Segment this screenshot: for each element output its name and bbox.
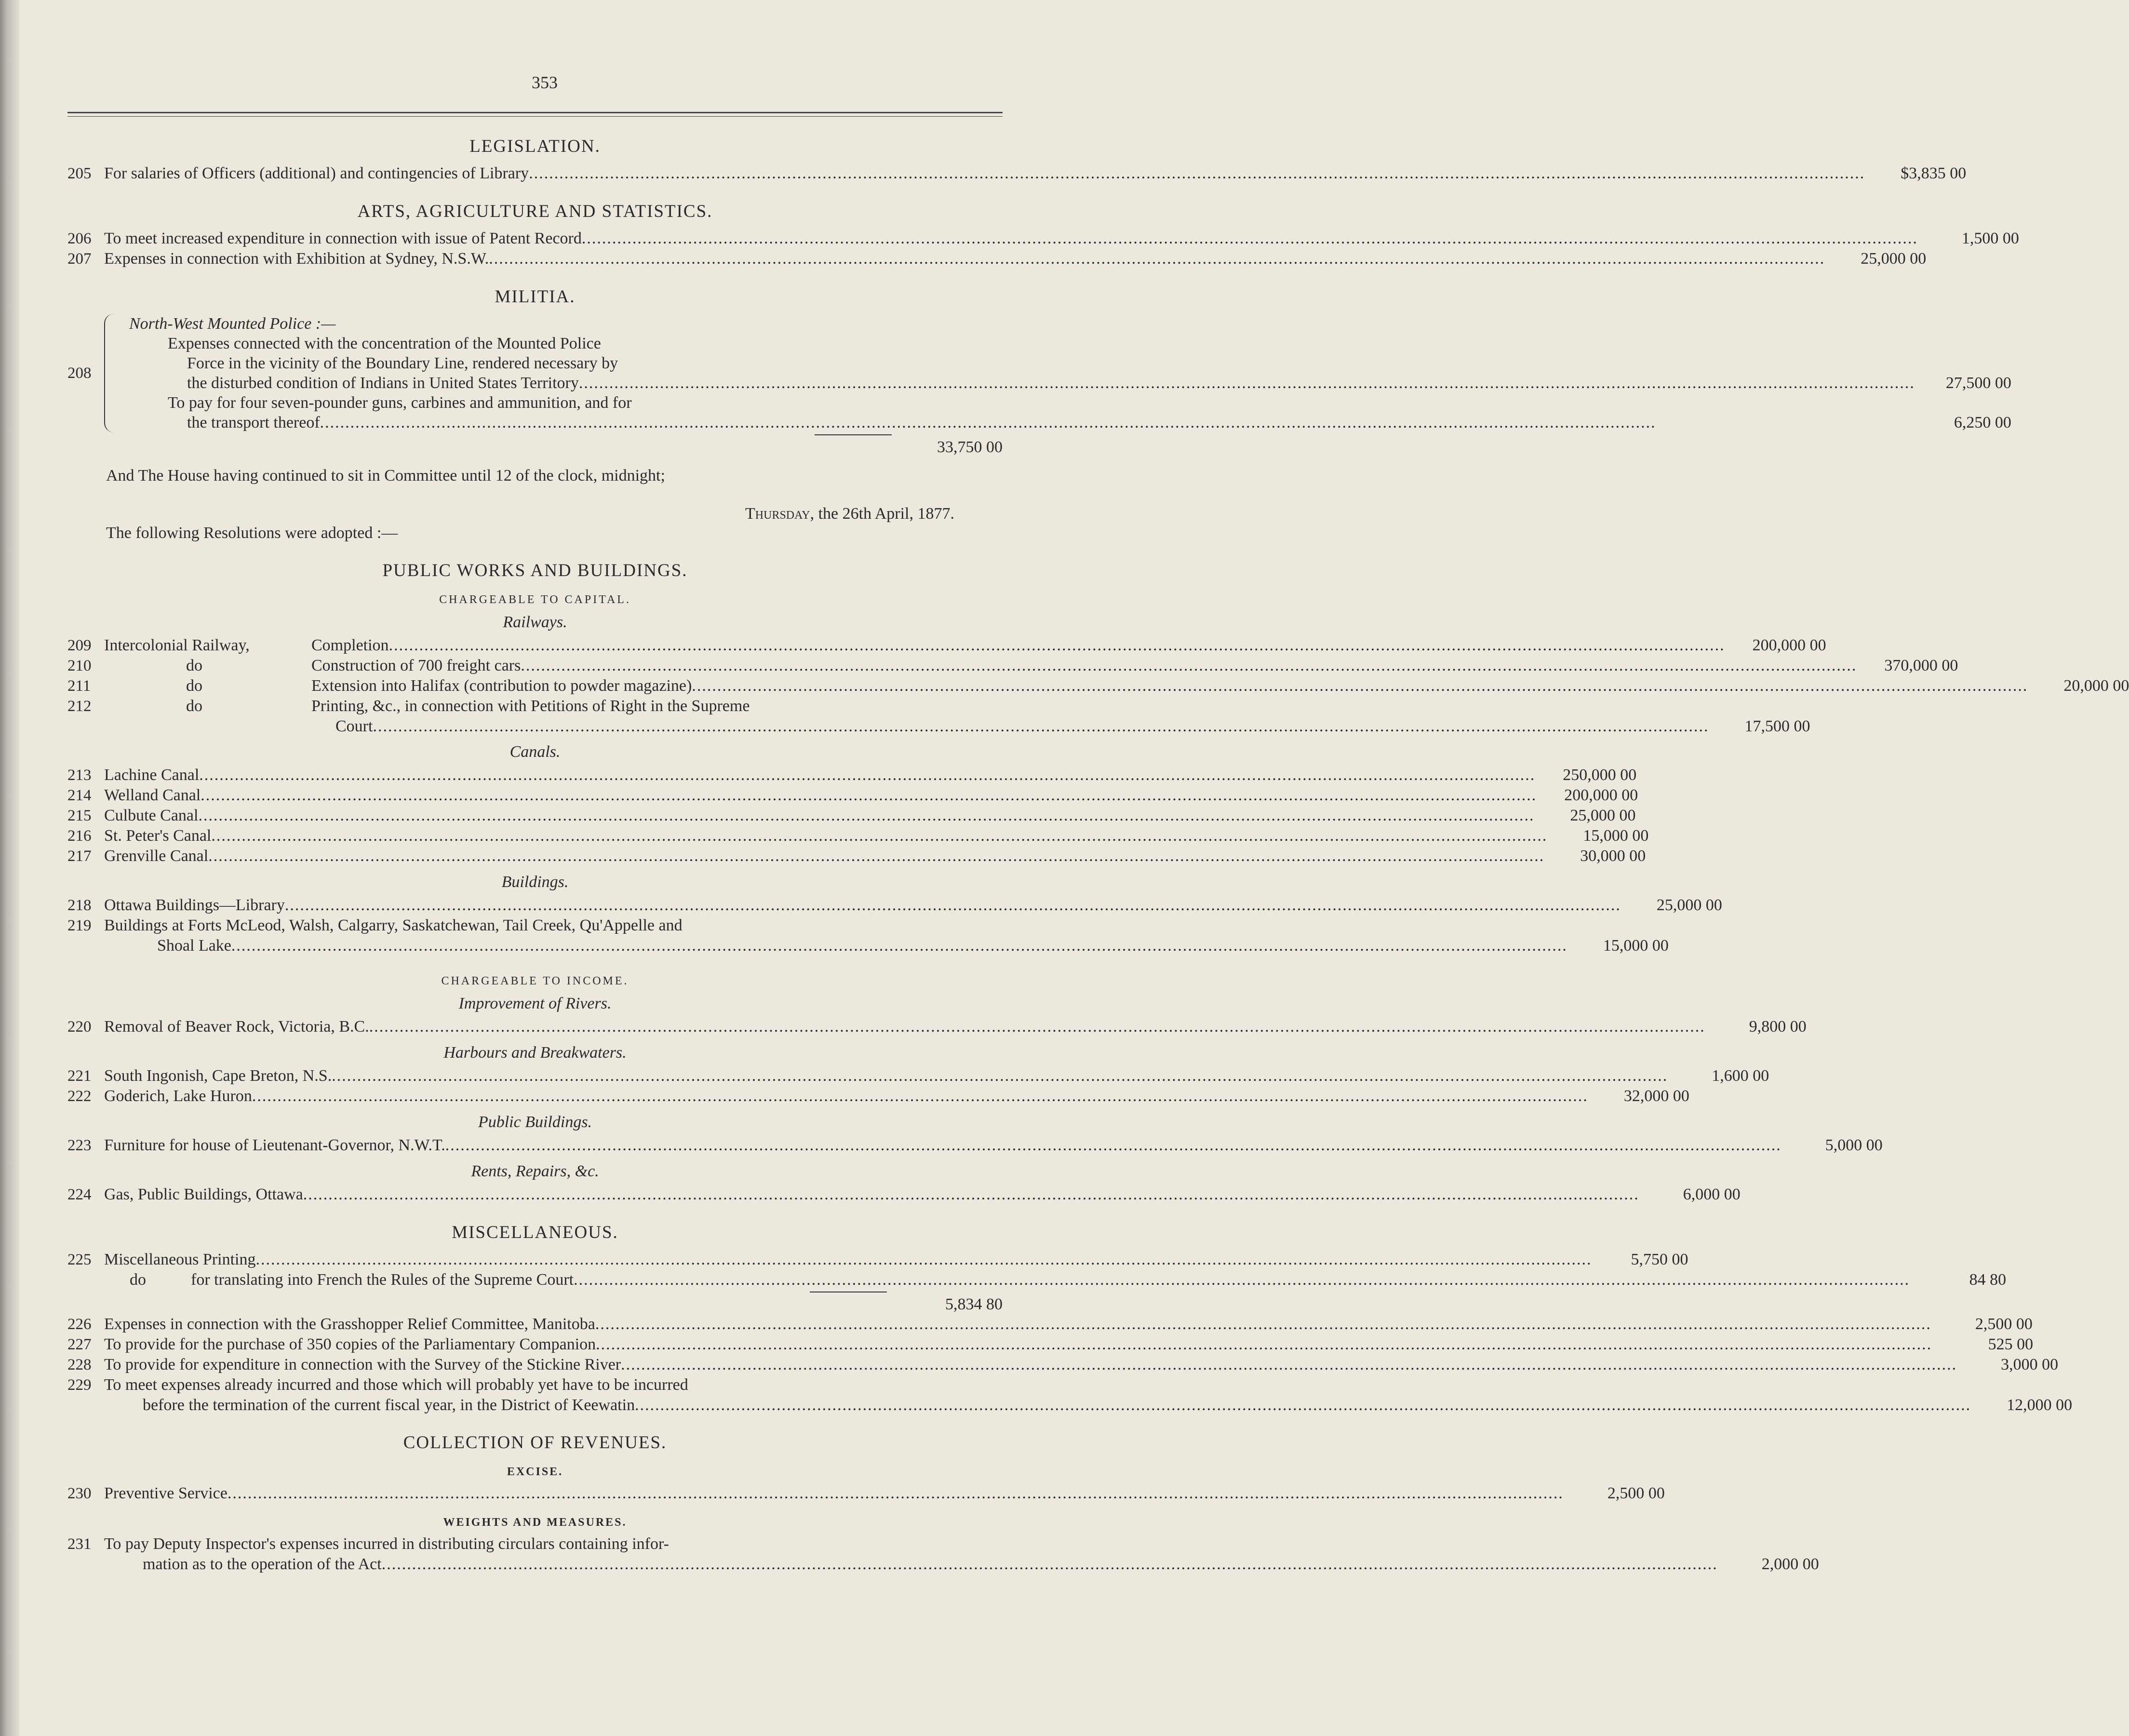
ditto: do: [130, 1271, 146, 1289]
item-number: 228: [67, 1356, 92, 1373]
list-item: [67, 915, 1003, 936]
list-item: [67, 1483, 1665, 1504]
militia-line: the disturbed condition of Indians in United States Territory: [187, 374, 579, 392]
item-number: 216: [67, 827, 92, 845]
item-number: 208: [67, 364, 92, 382]
item-text: Printing, &c., in connection with Petitions of Right in the Supreme: [311, 697, 750, 715]
item-number: 225: [67, 1251, 92, 1268]
item-amount: 15,000 00: [1583, 827, 1649, 845]
item-number: 219: [67, 917, 92, 934]
list-item: [67, 1355, 2059, 1375]
item-amount: 1,500 00: [1961, 229, 2019, 247]
rents-subheading: Rents, Repairs, &c.: [471, 1162, 599, 1180]
sum-rule: [67, 434, 1003, 435]
table-row: [67, 656, 1958, 676]
item-text: South Ingonish, Cape Breton, N.S.: [104, 1067, 332, 1085]
section-legislation-title: LEGISLATION.: [469, 136, 601, 156]
printing-total: 5,834 80: [945, 1295, 1003, 1313]
item-text: Construction of 700 freight cars: [311, 657, 521, 674]
item-amount: 200,000 00: [1752, 636, 1826, 654]
item-amount: 32,000 00: [1623, 1087, 1689, 1105]
item-text: For salaries of Officers (additional) and contingencies of Library: [104, 164, 529, 182]
section-arts-title: ARTS, AGRICULTURE AND STATISTICS.: [357, 202, 713, 221]
item-text: before the termination of the current fiscal year, in the District of Keewatin: [143, 1396, 635, 1414]
table-row: [67, 635, 1826, 656]
item-number: 218: [67, 897, 92, 914]
rivers-subheading: Improvement of Rivers.: [458, 995, 612, 1012]
item-text: Extension into Halifax (contribution to powder magazine): [311, 677, 692, 695]
item-subtotal: 5,750 00: [1631, 1251, 1688, 1268]
list-item: [67, 1334, 2034, 1355]
item-text: To meet increased expenditure in connection with issue of Patent Record: [104, 229, 582, 247]
weights-subheading: WEIGHTS AND MEASURES.: [443, 1516, 627, 1529]
item-amount: 2,500 00: [1607, 1484, 1665, 1502]
militia-item: [67, 314, 2011, 432]
item-text: Grenville Canal: [104, 847, 209, 865]
railways-subheading: Railways.: [503, 613, 567, 631]
item-text: Expenses in connection with Exhibition at Sydney, N.S.W.: [104, 250, 489, 268]
table-row: [67, 696, 1003, 716]
item-amount: 25,000 00: [1570, 807, 1636, 824]
item-subtotal: 84 80: [1969, 1271, 2007, 1289]
item-text: Shoal Lake: [157, 937, 231, 955]
item-number: 231: [67, 1535, 92, 1553]
list-item: [67, 785, 1638, 806]
list-item: [67, 1270, 2007, 1290]
railway-name: do: [186, 677, 202, 695]
list-item-continued: [67, 1395, 2073, 1415]
item-number: 212: [67, 698, 92, 715]
item-text: Goderich, Lake Huron: [104, 1087, 252, 1105]
harbours-subheading: Harbours and Breakwaters.: [443, 1044, 627, 1062]
list-item: [67, 1017, 1807, 1037]
militia-line: To pay for four seven-pounder guns, carbines and ammunition, and for: [168, 394, 632, 412]
item-text: Ottawa Buildings—Library: [104, 896, 285, 914]
list-item: [67, 229, 2019, 249]
list-item: [67, 846, 1646, 866]
item-amount: 6,000 00: [1683, 1185, 1741, 1203]
table-row-continued: [67, 716, 1810, 736]
item-number: 205: [67, 165, 92, 182]
list-item: [67, 1135, 1883, 1156]
date-line: [67, 505, 954, 523]
item-amount: 9,800 00: [1749, 1018, 1807, 1036]
militia-lead: North-West Mounted Police :—: [129, 315, 336, 333]
list-item: [67, 1250, 1688, 1270]
item-text: To meet expenses already incurred and those which will probably yet have to be incurred: [104, 1376, 688, 1394]
item-number: 221: [67, 1067, 92, 1085]
income-subheading: CHARGEABLE TO INCOME.: [441, 975, 629, 987]
item-number: 220: [67, 1018, 92, 1036]
railway-name: Intercolonial Railway,: [104, 636, 250, 654]
canals-subheading: Canals.: [509, 743, 561, 761]
printing-total-row: [67, 1294, 1003, 1314]
capital-subheading: CHARGEABLE TO CAPITAL.: [439, 593, 631, 606]
list-item: [67, 765, 1637, 785]
item-amount: 525 00: [1988, 1335, 2034, 1353]
item-amount: 250,000 00: [1563, 766, 1637, 784]
brace: [104, 314, 124, 432]
committee-note: And The House having continued to sit in Committee until 12 of the clock, midnight;: [106, 467, 665, 484]
section-militia-title: MILITIA.: [495, 287, 576, 307]
item-amount: 17,500 00: [1744, 717, 1810, 735]
list-item: [67, 1184, 1741, 1205]
date-day: Thursday,: [745, 505, 815, 523]
list-item-continued: [67, 1554, 1819, 1574]
resolutions-note: The following Resolutions were adopted :—: [106, 524, 398, 542]
item-text: Lachine Canal: [104, 766, 200, 784]
list-item: [67, 1086, 1689, 1106]
militia-subtotal: 27,500 00: [1945, 374, 2011, 392]
item-number: 214: [67, 787, 92, 804]
item-amount: $3,835 00: [1901, 164, 1967, 182]
list-item: [67, 1314, 2033, 1334]
date-rest: the 26th April, 1877.: [818, 505, 954, 523]
buildings-subheading: Buildings.: [501, 873, 569, 891]
item-number: 223: [67, 1137, 92, 1154]
item-number: 227: [67, 1336, 92, 1353]
militia-total-row: [67, 437, 1003, 457]
item-number: 226: [67, 1316, 92, 1333]
item-amount: 200,000 00: [1564, 786, 1638, 804]
item-text: for translating into French the Rules of the Supreme Court: [191, 1271, 574, 1289]
militia-line: Force in the vicinity of the Boundary Line, rendered necessary by: [187, 354, 618, 372]
section-revenues-title: COLLECTION OF REVENUES.: [403, 1433, 667, 1453]
item-number: 217: [67, 848, 92, 865]
item-text: Court: [335, 717, 373, 735]
item-amount: 30,000 00: [1580, 847, 1646, 865]
militia-subtotal: 6,250 00: [1954, 414, 2011, 431]
item-number: 210: [67, 657, 92, 674]
item-number: 211: [67, 677, 91, 695]
item-amount: 3,000 00: [2001, 1356, 2059, 1373]
item-text: Welland Canal: [104, 786, 201, 804]
item-number: 229: [67, 1376, 92, 1394]
document-page: [67, 72, 2129, 1574]
list-item: [67, 826, 1649, 846]
item-amount: 5,000 00: [1825, 1136, 1883, 1154]
railway-name: do: [186, 697, 202, 715]
railway-name: do: [186, 657, 202, 674]
item-number: 207: [67, 250, 92, 268]
item-number: 224: [67, 1186, 92, 1203]
list-item-continued: [67, 936, 1669, 955]
item-amount: 2,500 00: [1975, 1315, 2033, 1333]
page-binding-shadow: [0, 0, 19, 1736]
public-buildings-subheading: Public Buildings.: [478, 1113, 592, 1131]
item-number: 222: [67, 1088, 92, 1105]
item-number: 206: [67, 230, 92, 247]
item-text: Preventive Service: [104, 1484, 228, 1502]
item-text: To pay Deputy Inspector's expenses incurred in distributing circulars containing infor-: [104, 1535, 669, 1553]
item-number: 213: [67, 767, 92, 784]
section-misc-title: MISCELLANEOUS.: [452, 1223, 618, 1242]
item-amount: 15,000 00: [1603, 937, 1669, 955]
page-number: 353: [532, 73, 558, 92]
item-text: Gas, Public Buildings, Ottawa: [104, 1185, 303, 1203]
item-number: 230: [67, 1485, 92, 1502]
list-item: [67, 806, 1636, 826]
list-item: [67, 895, 1722, 915]
item-amount: 2,000 00: [1761, 1555, 1819, 1573]
section-public-works-title: PUBLIC WORKS AND BUILDINGS.: [382, 561, 688, 580]
item-amount: 1,600 00: [1712, 1067, 1769, 1085]
militia-line: the transport thereof: [187, 414, 320, 431]
item-number: 215: [67, 807, 92, 824]
item-text: To provide for the purchase of 350 copies of the Parliamentary Companion: [104, 1335, 596, 1353]
item-text: Removal of Beaver Rock, Victoria, B.C.: [104, 1018, 369, 1036]
item-text: Expenses in connection with the Grasshopper Relief Committee, Manitoba: [104, 1315, 595, 1333]
item-number: 209: [67, 637, 92, 654]
item-text: mation as to the operation of the Act: [143, 1555, 382, 1573]
item-text: Furniture for house of Lieutenant-Governor, N.W.T.: [104, 1136, 445, 1154]
item-text: To provide for expenditure in connection with the Survey of the Stickine River: [104, 1356, 621, 1373]
item-amount: 25,000 00: [1656, 896, 1722, 914]
header-rule: [67, 112, 1003, 117]
item-amount: 370,000 00: [1884, 657, 1958, 674]
militia-total: 33,750 00: [937, 438, 1003, 456]
item-text: Culbute Canal: [104, 807, 199, 824]
list-item: [67, 249, 1927, 269]
list-item: [67, 1534, 1003, 1554]
excise-subheading: EXCISE.: [507, 1466, 563, 1478]
item-text: Miscellaneous Printing: [104, 1251, 256, 1268]
item-text: St. Peter's Canal: [104, 827, 212, 845]
item-amount: 20,000 00: [2063, 677, 2129, 695]
list-item: [67, 1066, 1769, 1086]
list-item: [67, 1375, 1003, 1395]
list-item: [67, 163, 1967, 184]
militia-line: Expenses connected with the concentration of the Mounted Police: [168, 335, 601, 352]
item-text: Buildings at Forts McLeod, Walsh, Calgarry, Saskatchewan, Tail Creek, Qu'Appelle and: [104, 916, 683, 934]
item-text: Completion: [311, 636, 389, 654]
table-row: [67, 676, 2129, 696]
item-amount: 25,000 00: [1861, 250, 1927, 268]
item-amount: 12,000 00: [2007, 1396, 2073, 1414]
